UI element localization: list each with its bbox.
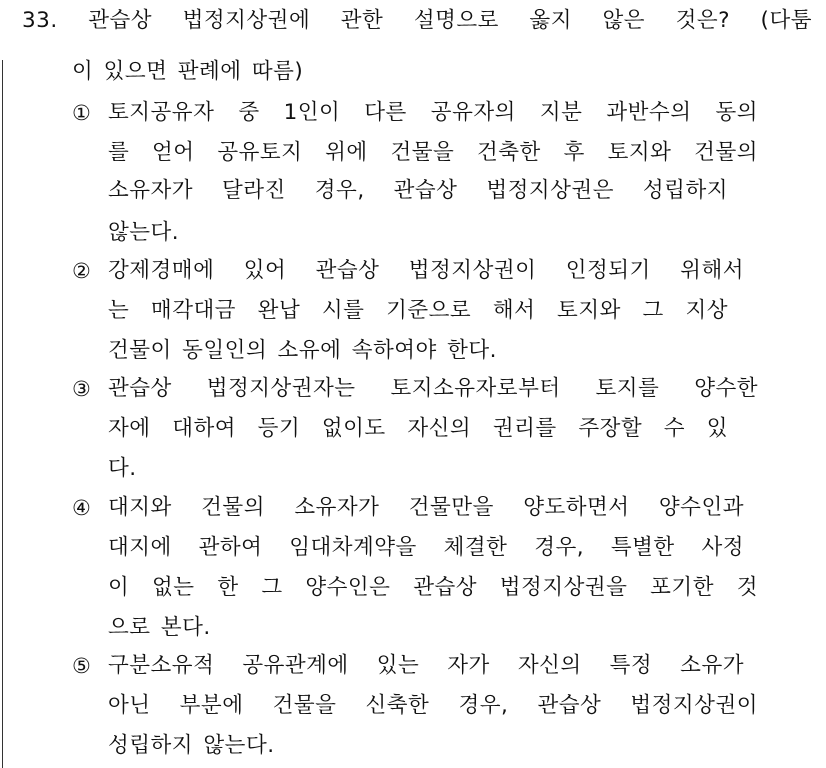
question-stem-line-1: [22, 6, 812, 36]
option-2-line-2: 는 매각대금 완납 시를 기준으로 해서 토지와 그 지상: [108, 298, 728, 323]
option-5-line-1: 구분소유적 공유관계에 있는 자가 자신의 특정 소유가: [108, 653, 744, 678]
option-4-line-2: 대지에 관하여 임대차계약을 체결한 경우, 특별한 사정: [108, 535, 744, 560]
option-3-line-3: 다.: [108, 456, 137, 481]
option-1-marker[interactable]: ①: [72, 101, 91, 125]
option-1-line-2: 를 얻어 공유토지 위에 건물을 건축한 후 토지와 건물의: [108, 140, 758, 165]
option-4-line-4: 으로 본다.: [108, 615, 211, 640]
option-2-line-3: 건물이 동일인의 소유에 속하여야 한다.: [108, 338, 497, 363]
option-5-line-3: 성립하지 않는다.: [108, 733, 275, 758]
question-stem-line-2: 이 있으면 판례에 따름): [72, 59, 304, 84]
option-5-line-2: 아닌 부분에 건물을 신축한 경우, 관습상 법정지상권이: [108, 693, 758, 718]
option-1-line-4: 않는다.: [108, 220, 180, 245]
option-4-marker[interactable]: ④: [72, 496, 91, 520]
option-5-marker[interactable]: ⑤: [72, 654, 91, 678]
option-1-line-3: 소유자가 달라진 경우, 관습상 법정지상권은 성립하지: [108, 178, 728, 203]
option-2-line-1: 강제경매에 있어 관습상 법정지상권이 인정되기 위해서: [108, 258, 744, 283]
option-1-line-1: 토지공유자 중 1인이 다른 공유자의 지분 과반수의 동의: [108, 100, 758, 125]
option-2-marker[interactable]: ②: [72, 259, 91, 283]
question-stem-text: 관습상 법정지상권에 관한 설명으로 옳지 않은 것은? (다툼: [88, 8, 812, 33]
option-3-line-2: 자에 대하여 등기 없이도 자신의 권리를 주장할 수 있: [108, 416, 728, 441]
question-number: 33.: [22, 8, 58, 33]
option-4-line-3: 이 없는 한 그 양수인은 관습상 법정지상권을 포기한 것: [108, 575, 758, 600]
option-3-marker[interactable]: ③: [72, 377, 91, 401]
option-3-line-1: 관습상 법정지상권자는 토지소유자로부터 토지를 양수한: [108, 376, 758, 401]
margin-rule: [2, 60, 3, 768]
option-4-line-1: 대지와 건물의 소유자가 건물만을 양도하면서 양수인과: [108, 495, 744, 520]
